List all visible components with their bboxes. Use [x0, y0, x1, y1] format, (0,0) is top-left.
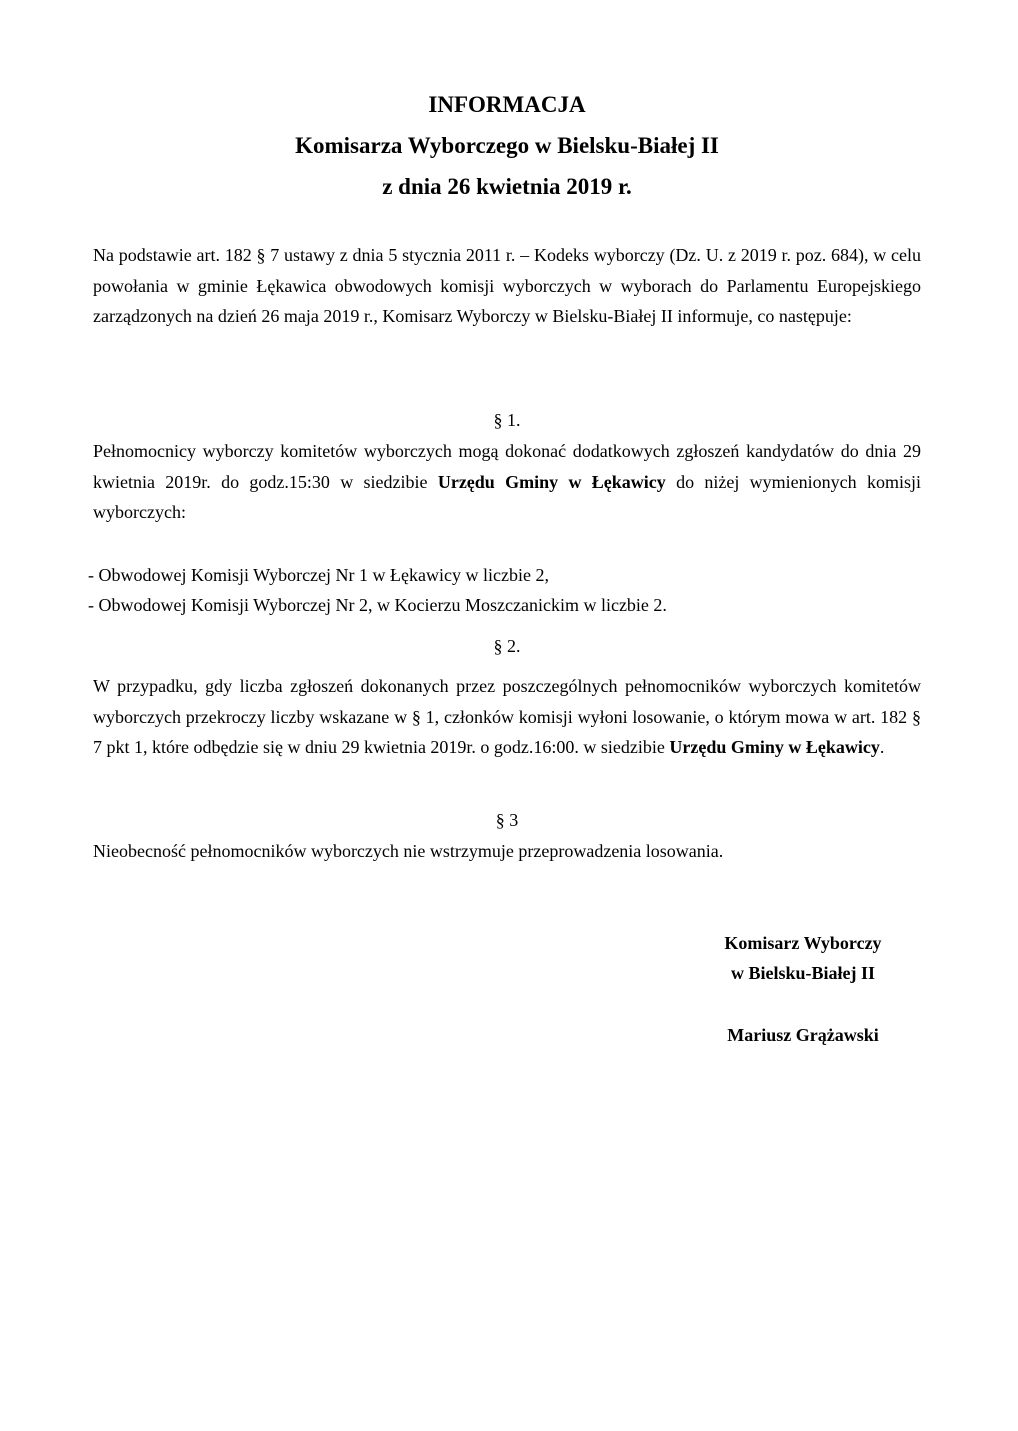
signature-authority: w Bielsku-Białej II	[730, 963, 876, 983]
section-1-text-before: Pełnomocnicy wyborczy komitetów wyborczych mogą dokonać dodatkowych zgłoszeń kandydatów do dnia 29 kwietnia 2019r. do godz.15:30 w siedzibie	[93, 441, 921, 492]
commission-list-item: - Obwodowej Komisji Wyborczej Nr 2, w Kocierzu Moszczanickim w liczbie 2.	[88, 595, 667, 615]
intro-paragraph: Na podstawie art. 182 § 7 ustawy z dnia 5 stycznia 2011 r. – Kodeks wyborczy (Dz. U. z 2019 r. poz. 684), w celu powołania w gminie Łękawica obwodowych komisji wyborczych w wyborach do Parlamentu Europejskiego zarządzonych na dzień 26 maja 2019 r., Komisarz Wyborczy w Bielsku-Białej II informuje, co następuje:	[93, 245, 921, 326]
document-subtitle-authority: Komisarza Wyborczego w Bielsku-Białej II	[295, 133, 719, 158]
document-date: z dnia 26 kwietnia 2019 r.	[382, 174, 632, 199]
section-1-paragraph	[93, 436, 921, 528]
section-2-paragraph	[93, 671, 921, 763]
section-1-text-after: do niżej wymienionych komisji wyborczych:	[93, 471, 921, 522]
signature-title: Komisarz Wyborczy	[724, 933, 882, 953]
section-2-heading: § 2.	[493, 636, 521, 656]
signature-name: Mariusz Grążawski	[727, 1025, 879, 1045]
document-title: INFORMACJA	[428, 92, 586, 117]
section-2-text-after: .	[879, 737, 885, 757]
commission-list-item: - Obwodowej Komisji Wyborczej Nr 1 w Łękawicy w liczbie 2,	[88, 565, 549, 585]
section-2-office-name: Urzędu Gminy w Łękawicy	[669, 737, 880, 757]
section-1-office-name: Urzędu Gminy w Łękawicy	[437, 471, 666, 492]
section-1-heading: § 1.	[493, 410, 521, 430]
section-3-heading: § 3	[495, 810, 519, 830]
section-2-text-before: W przypadku, gdy liczba zgłoszeń dokonanych przez poszczególnych pełnomocników wyborczych komitetów wyborczych przekroczy liczby wskazane w § 1, członków komisji wyłoni losowanie, o którym mowa w art. 182 § 7 pkt 1, które odbędzie się w dniu 29 kwietnia 2019r. o godz.16:00. w siedzibie	[93, 676, 921, 757]
section-3-paragraph: Nieobecność pełnomocników wyborczych nie wstrzymuje przeprowadzenia losowania.	[93, 841, 724, 861]
